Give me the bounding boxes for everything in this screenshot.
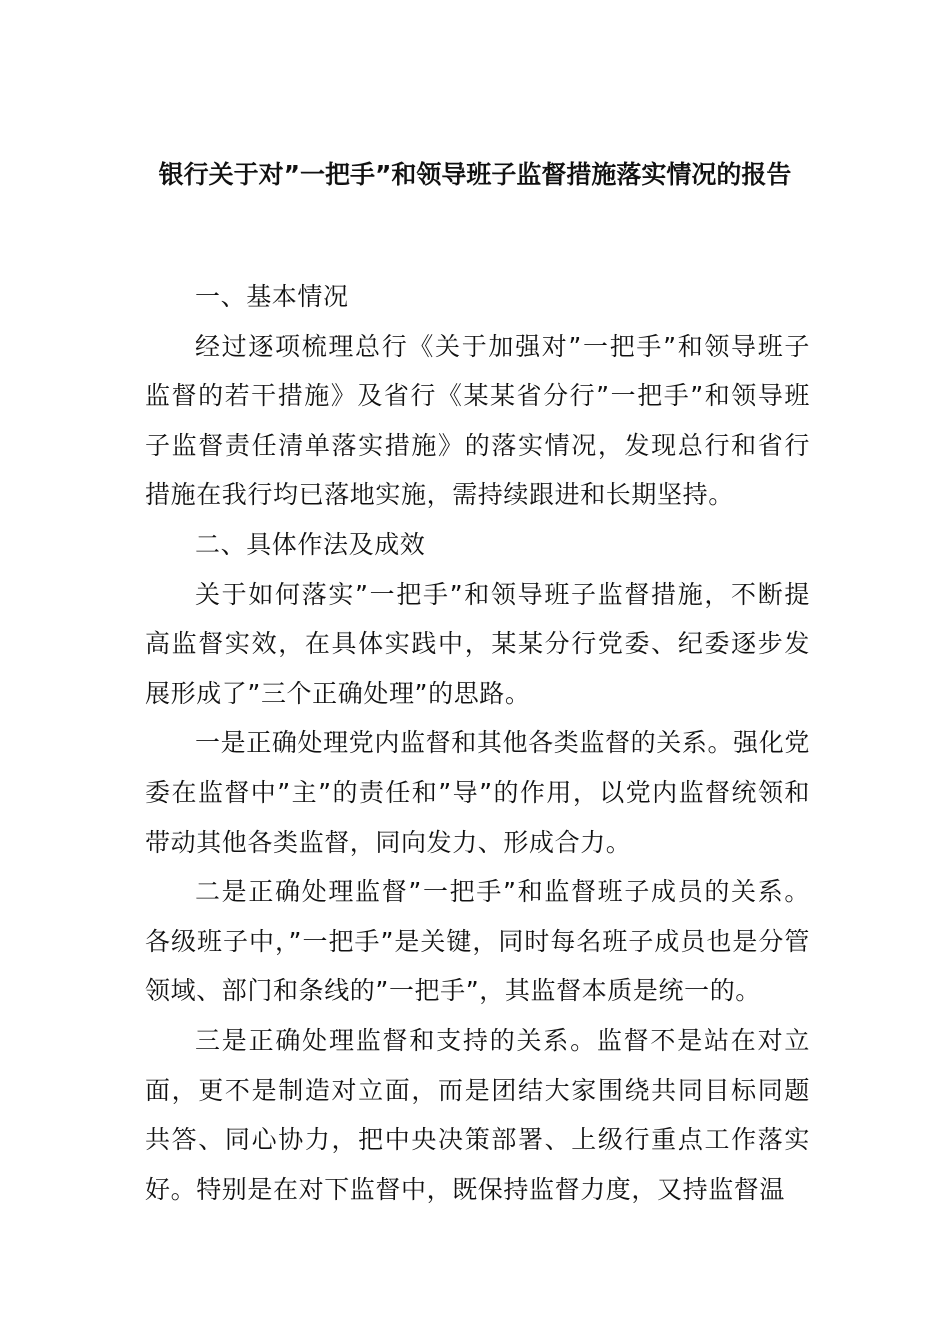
section-heading-basic-situation: 一、基本情况 (195, 282, 349, 311)
paragraph: 经过逐项梳理总行《关于加强对”一把手”和领导班子监督的若干措施》及省行《某某省分行”一把手”和领导班子监督责任清单落实措施》的落实情况，发现总行和省行措施在我行均已落地实施，需持续跟进和长期坚持。 (145, 331, 810, 510)
paragraph: 关于如何落实”一把手”和领导班子监督措施，不断提高监督实效，在具体实践中，某某分行党委、纪委逐步发展形成了”三个正确处理”的思路。 (145, 579, 810, 708)
section-heading-practices-and-results: 二、具体作法及成效 (195, 529, 426, 559)
document-title: 银行关于对”一把手”和领导班子监督措施落实情况的报告 (158, 160, 792, 189)
document-body (145, 272, 810, 1214)
paragraph: 二是正确处理监督”一把手”和监督班子成员的关系。各级班子中，”一把手”是关键，同时每名班子成员也是分管领域、部门和条线的”一把手”，其监督本质是统一的。 (145, 877, 810, 1006)
paragraph: 三是正确处理监督和支持的关系。监督不是站在对立面，更不是制造对立面，而是团结大家围绕共同目标同题共答、同心协力，把中央决策部署、上级行重点工作落实好。特别是在对下监督中，既保持监督力度，又持监督温 (145, 1025, 810, 1204)
paragraph: 一是正确处理党内监督和其他各类监督的关系。强化党委在监督中”主”的责任和”导”的作用，以党内监督统领和带动其他各类监督，同向发力、形成合力。 (145, 728, 810, 857)
